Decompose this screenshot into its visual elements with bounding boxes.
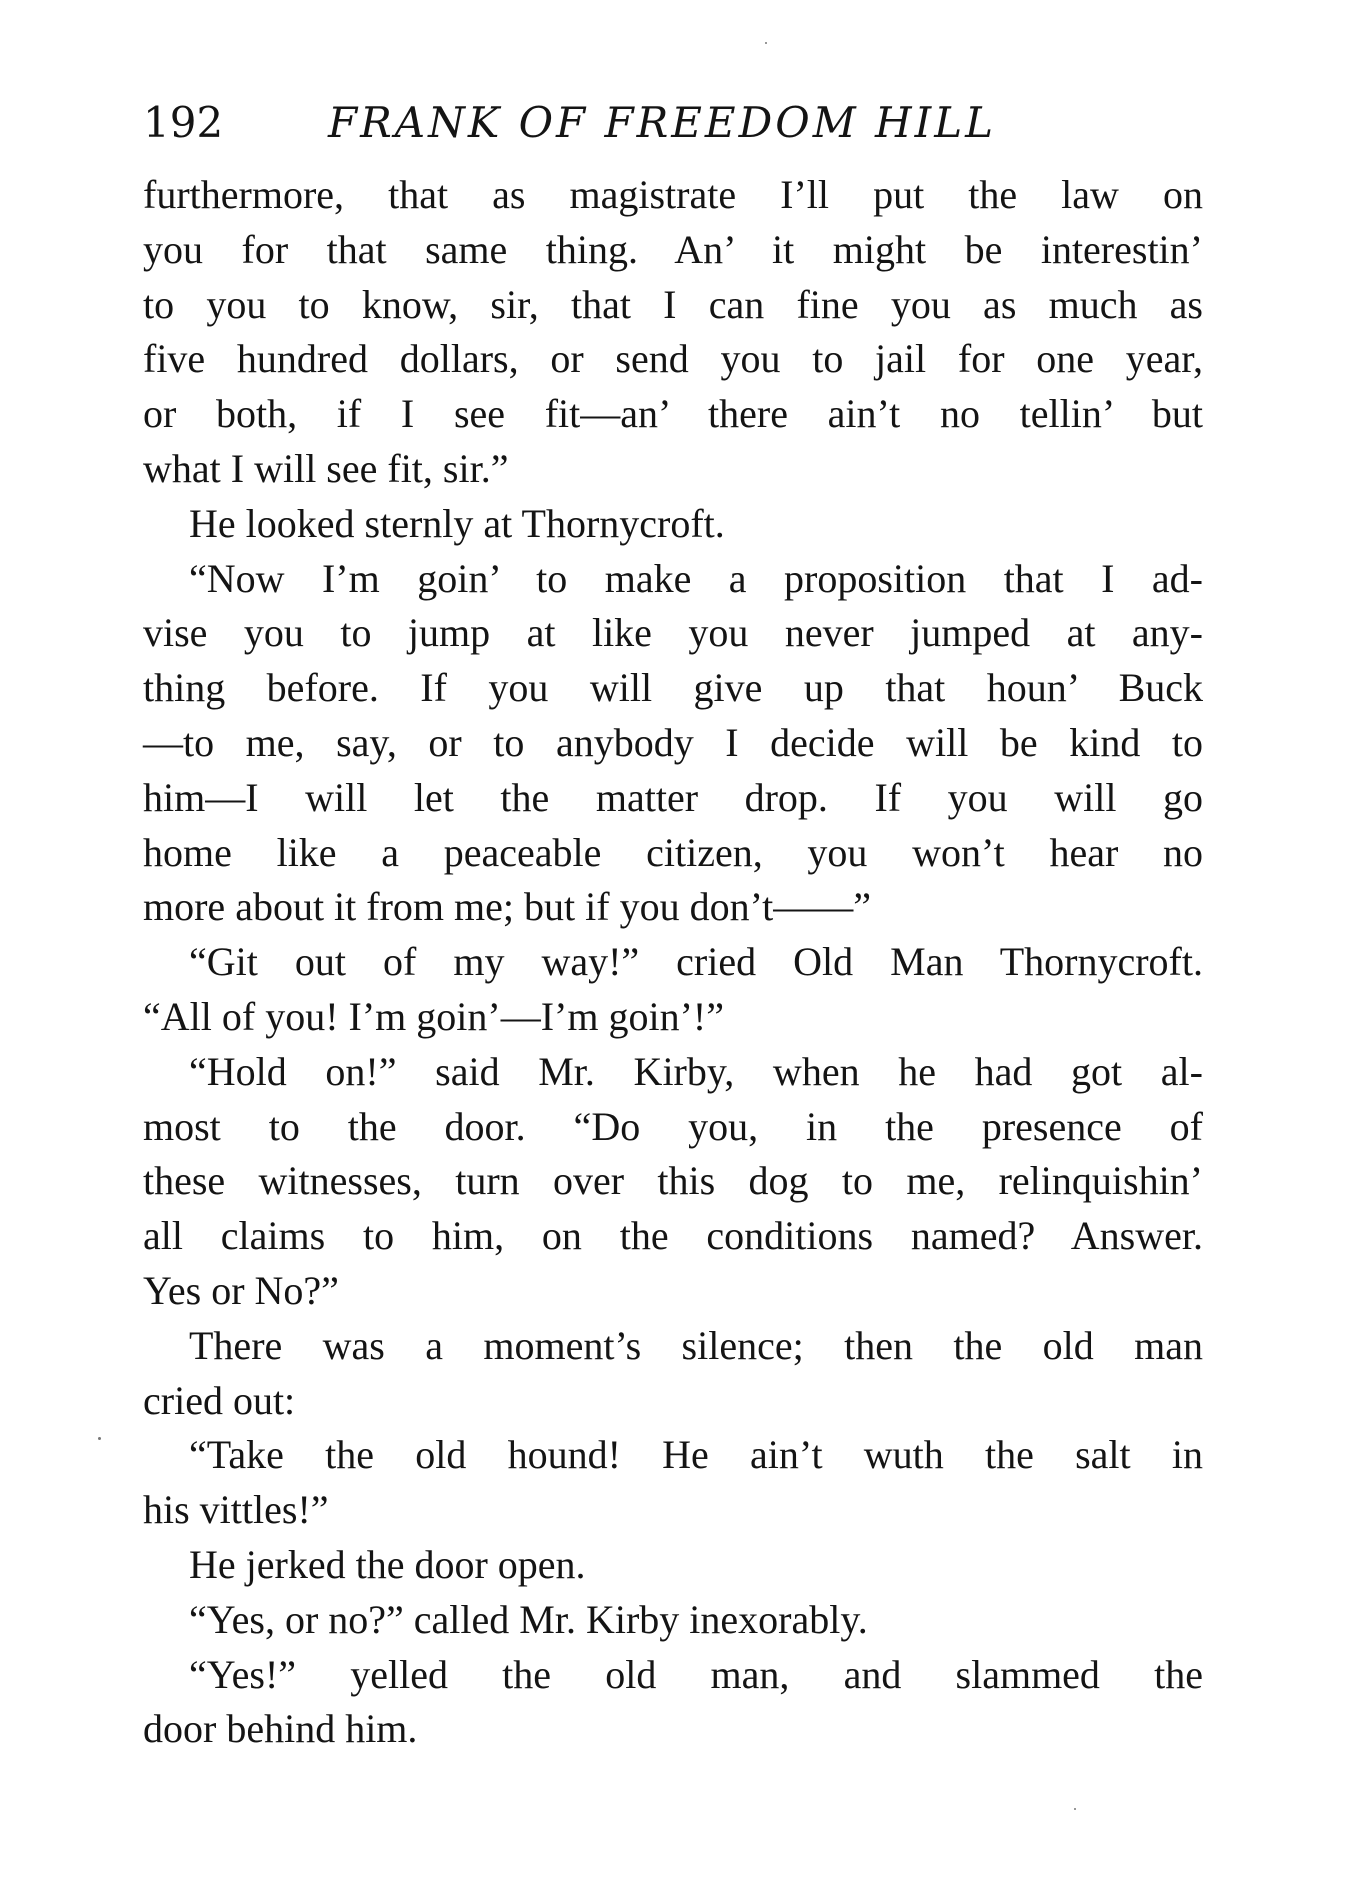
text-line: to you to know, sir, that I can fine you as much as [143, 281, 1203, 327]
page-number: 192 [143, 98, 224, 147]
text-line: “All of you! I’m goin’—I’m goin’!” [143, 993, 724, 1039]
text-line: all claims to him, on the conditions named? Answer. [143, 1213, 1203, 1259]
print-speck [765, 42, 767, 44]
text-line: vise you to jump at like you never jumped at any- [143, 610, 1203, 656]
text-line: He looked sternly at Thornycroft. [189, 500, 725, 546]
text-line: Yes or No?” [143, 1267, 339, 1313]
text-line: “Git out of my way!” cried Old Man Thornycroft. [189, 939, 1203, 985]
text-line: “Yes!” yelled the old man, and slammed the [189, 1651, 1203, 1697]
print-speck [1074, 1808, 1076, 1810]
text-line: or both, if I see fit—an’ there ain’t no tellin’ but [143, 391, 1203, 437]
text-line: There was a moment’s silence; then the old man [189, 1322, 1203, 1368]
text-line: cried out: [143, 1377, 296, 1423]
text-line: furthermore, that as magistrate I’ll put the law on [143, 172, 1203, 217]
text-line: you for that same thing. An’ it might be interestin’ [143, 226, 1203, 272]
text-line: him—I will let the matter drop. If you will go [143, 774, 1203, 820]
body-text [143, 168, 1203, 1757]
text-line: —to me, say, or to anybody I decide will be kind to [143, 719, 1203, 765]
text-line: “Hold on!” said Mr. Kirby, when he had got al- [189, 1048, 1203, 1094]
page-header [143, 92, 1203, 154]
text-line: “Take the old hound! He ain’t wuth the salt in [189, 1432, 1203, 1478]
text-line: “Yes, or no?” called Mr. Kirby inexorably. [189, 1596, 868, 1642]
text-line: thing before. If you will give up that houn’ Buck [143, 665, 1203, 711]
text-line: He jerked the door open. [189, 1541, 586, 1587]
text-line: five hundred dollars, or send you to jail for one year, [143, 336, 1203, 382]
text-line: these witnesses, turn over this dog to me, relinquishin’ [143, 1158, 1203, 1204]
print-speck [98, 1437, 101, 1440]
running-head: FRANK OF FREEDOM HILL [328, 98, 997, 147]
text-line: “Now I’m goin’ to make a proposition that I ad- [189, 555, 1203, 601]
text-line: more about it from me; but if you don’t——” [143, 884, 872, 930]
text-line: door behind him. [143, 1706, 418, 1752]
text-line: most to the door. “Do you, in the presence of [143, 1103, 1203, 1149]
text-line: home like a peaceable citizen, you won’t hear no [143, 829, 1203, 875]
text-line: what I will see fit, sir.” [143, 445, 509, 491]
text-line: his vittles!” [143, 1487, 329, 1533]
